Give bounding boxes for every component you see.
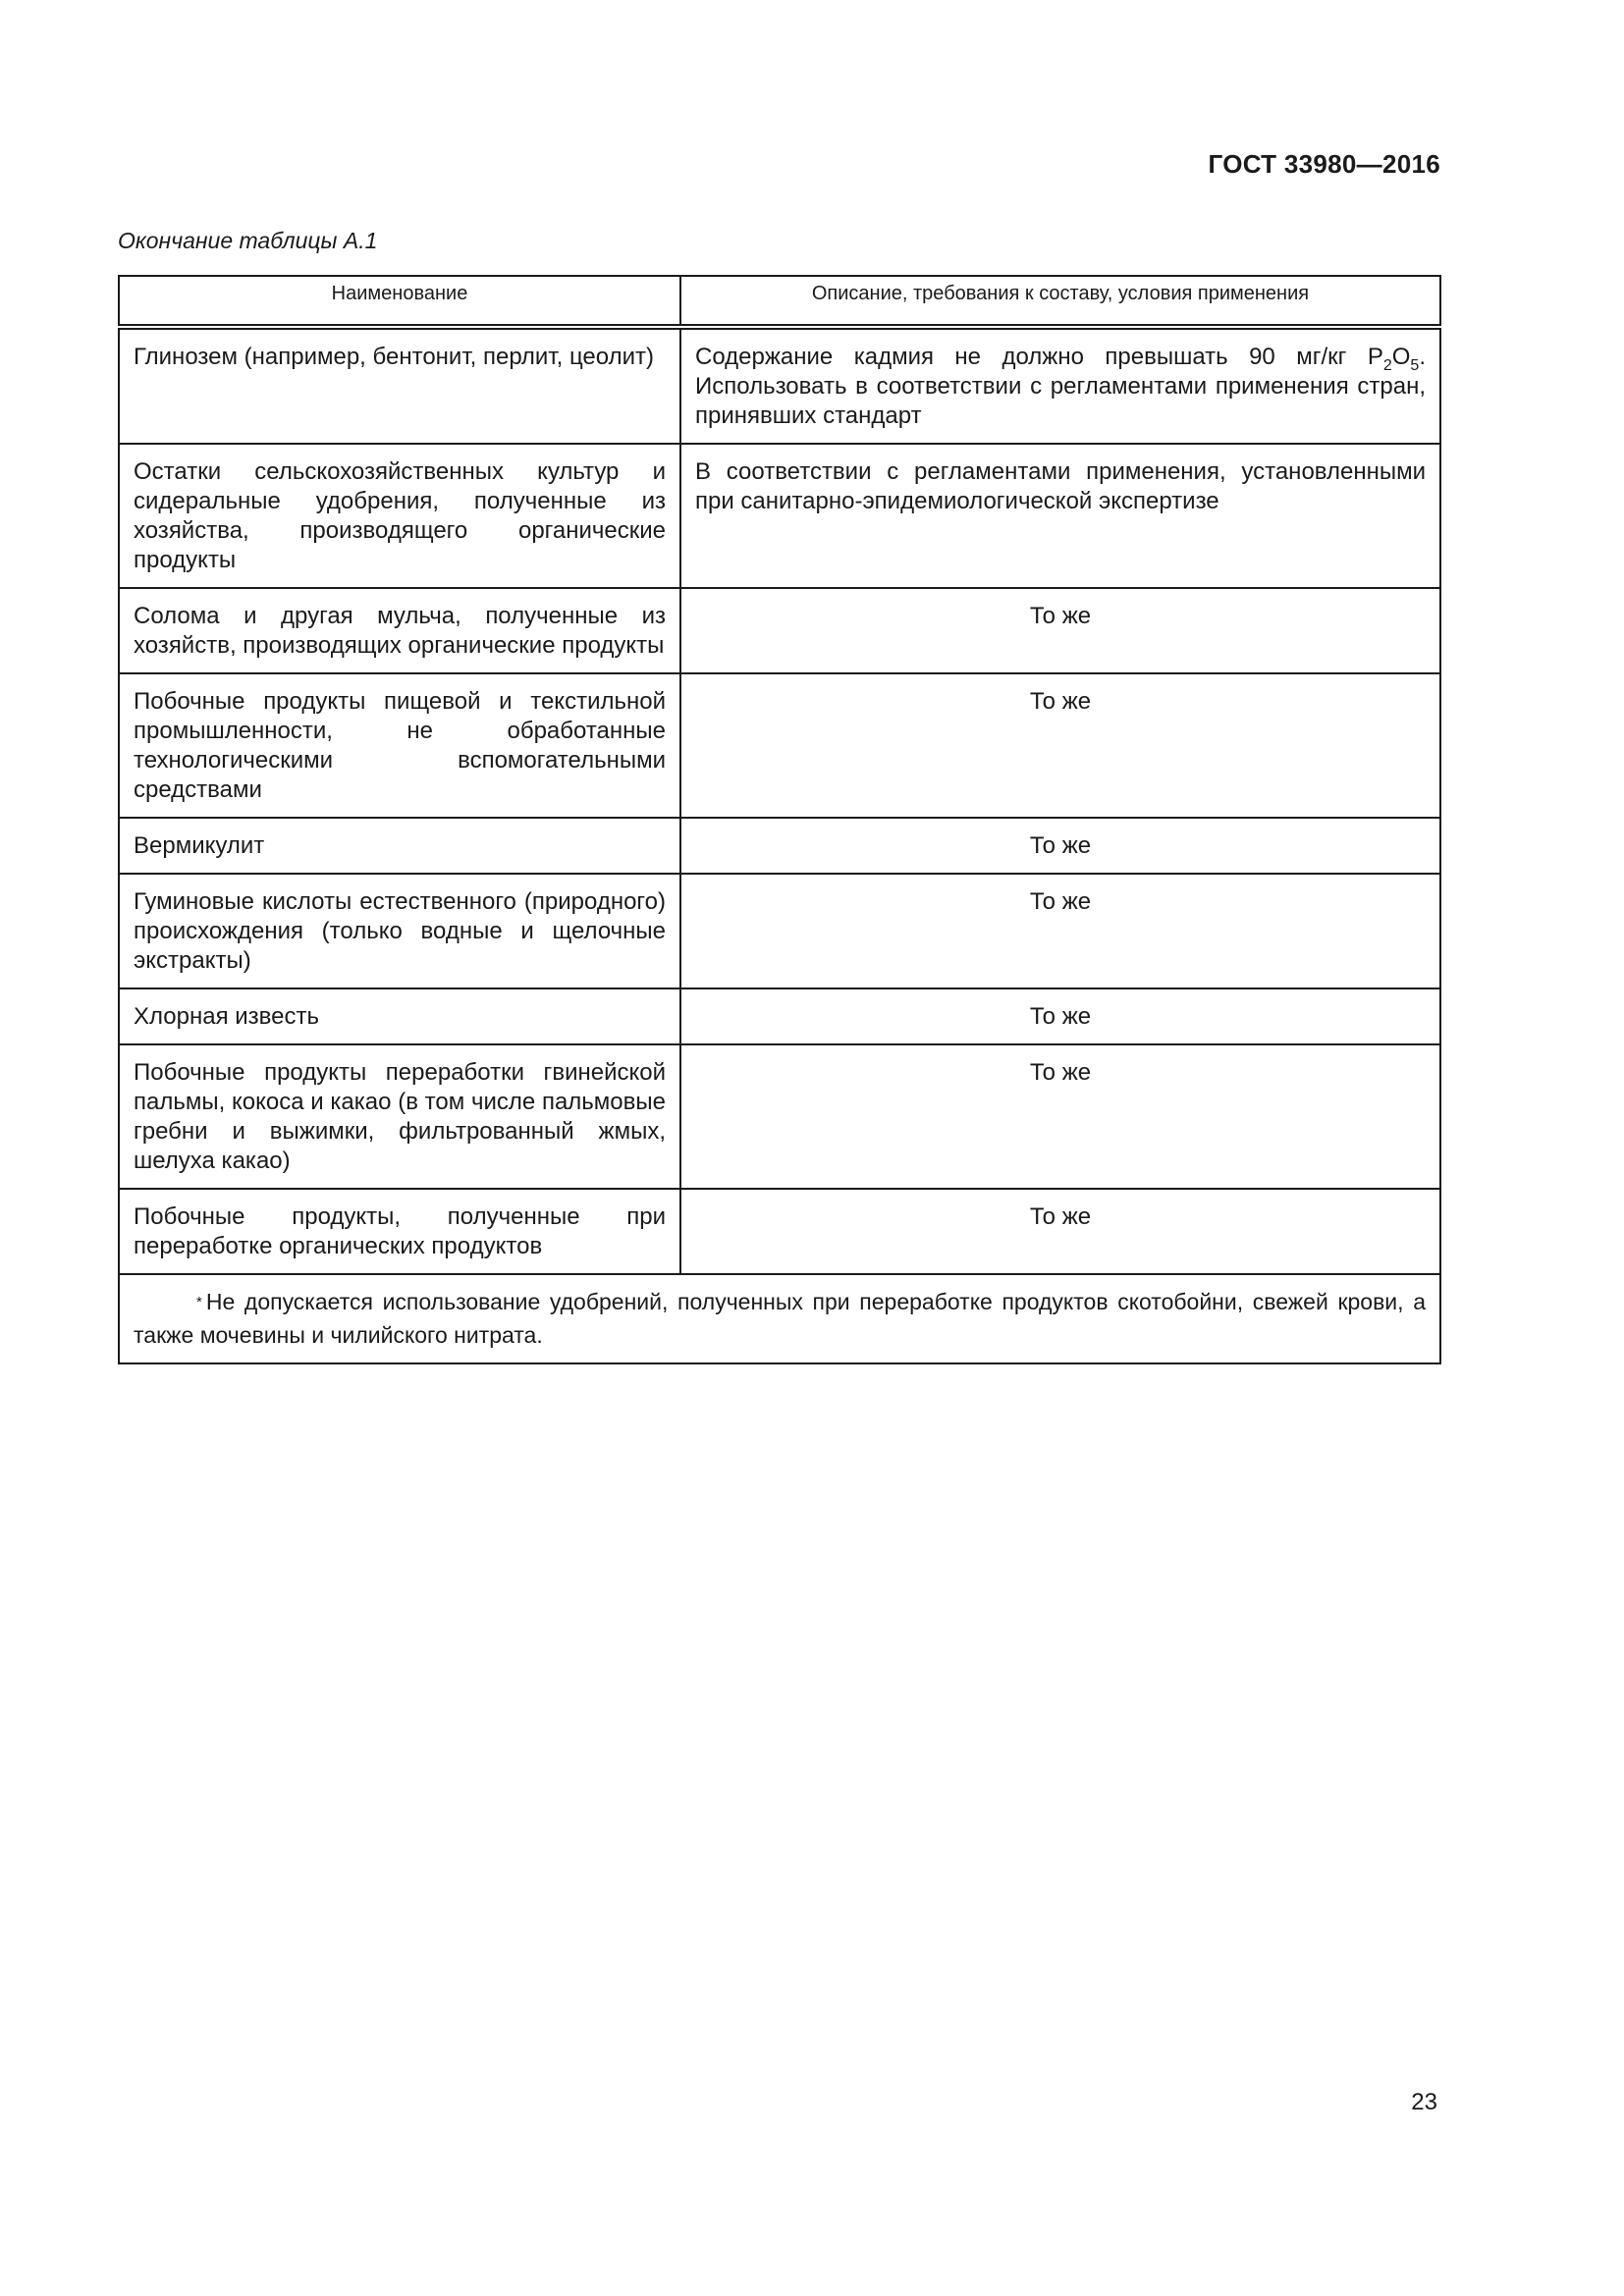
cell-name: Гуминовые кислоты естественного (природного) происхождения (только водные и щелочные экстракты) [119,874,680,988]
cell-description: То же [680,673,1440,818]
table-footnote-row [119,1274,1440,1363]
table-header-row [119,276,1440,327]
cell-name: Остатки сельскохозяйственных культур и сидеральные удобрения, полученные из хозяйства, производящего органические продукты [119,444,680,588]
column-header-name: Наименование [119,276,680,327]
cell-name: Побочные продукты переработки гвинейской пальмы, кокоса и какао (в том числе пальмовые гребни и выжимки, фильтрованный жмых, шелуха какао) [119,1044,680,1189]
table-row [119,1189,1440,1274]
footnote-mark: * [196,1294,202,1310]
document-code: ГОСТ 33980—2016 [1208,149,1440,179]
cell-name: Солома и другая мульча, полученные из хозяйств, производящих органические продукты [119,588,680,673]
cell-name: Хлорная известь [119,988,680,1044]
table-row [119,988,1440,1044]
table [118,275,1441,1364]
cell-description: То же [680,588,1440,673]
cell-description: То же [680,874,1440,988]
cell-description: То же [680,1189,1440,1274]
table-row [119,327,1440,444]
desc-text-mid: O [1391,344,1411,370]
cell-name: Побочные продукты пищевой и текстильной промышленности, не обработанные технологическими вспомогательными средствами [119,673,680,818]
subscript-2: 2 [1382,356,1392,374]
cell-description: То же [680,818,1440,874]
cell-name: Глинозем (например, бентонит, перлит, цеолит) [119,327,680,444]
table-row [119,874,1440,988]
table-row [119,588,1440,673]
cell-description: То же [680,988,1440,1044]
table-row [119,673,1440,818]
cell-name: Побочные продукты, полученные при переработке органических продуктов [119,1189,680,1274]
table-footnote [119,1274,1440,1363]
desc-text-after: . Использовать в соответствии с регламентами применения стран, принявших стандарт [695,344,1426,429]
table-caption: Окончание таблицы А.1 [118,228,378,253]
fertilizer-table [118,275,1439,1364]
table-row [119,818,1440,874]
cell-name: Вермикулит [119,818,680,874]
column-header-description: Описание, требования к составу, условия применения [680,276,1440,327]
footnote-text: Не допускается использование удобрений, полученных при переработке продуктов скотобойни, свежей крови, а также мочевины и чилийского нитрата. [134,1289,1426,1348]
subscript-5: 5 [1410,356,1420,374]
cell-description: То же [680,1044,1440,1189]
cell-description: В соответствии с регламентами применения, установленными при санитарно-эпидемиологической экспертизе [680,444,1440,588]
table-row [119,444,1440,588]
cell-description [680,327,1440,444]
table-row [119,1044,1440,1189]
page-number: 23 [1411,2089,1437,2115]
desc-text-before: Содержание кадмия не должно превышать 90 мг/кг P [695,344,1383,370]
